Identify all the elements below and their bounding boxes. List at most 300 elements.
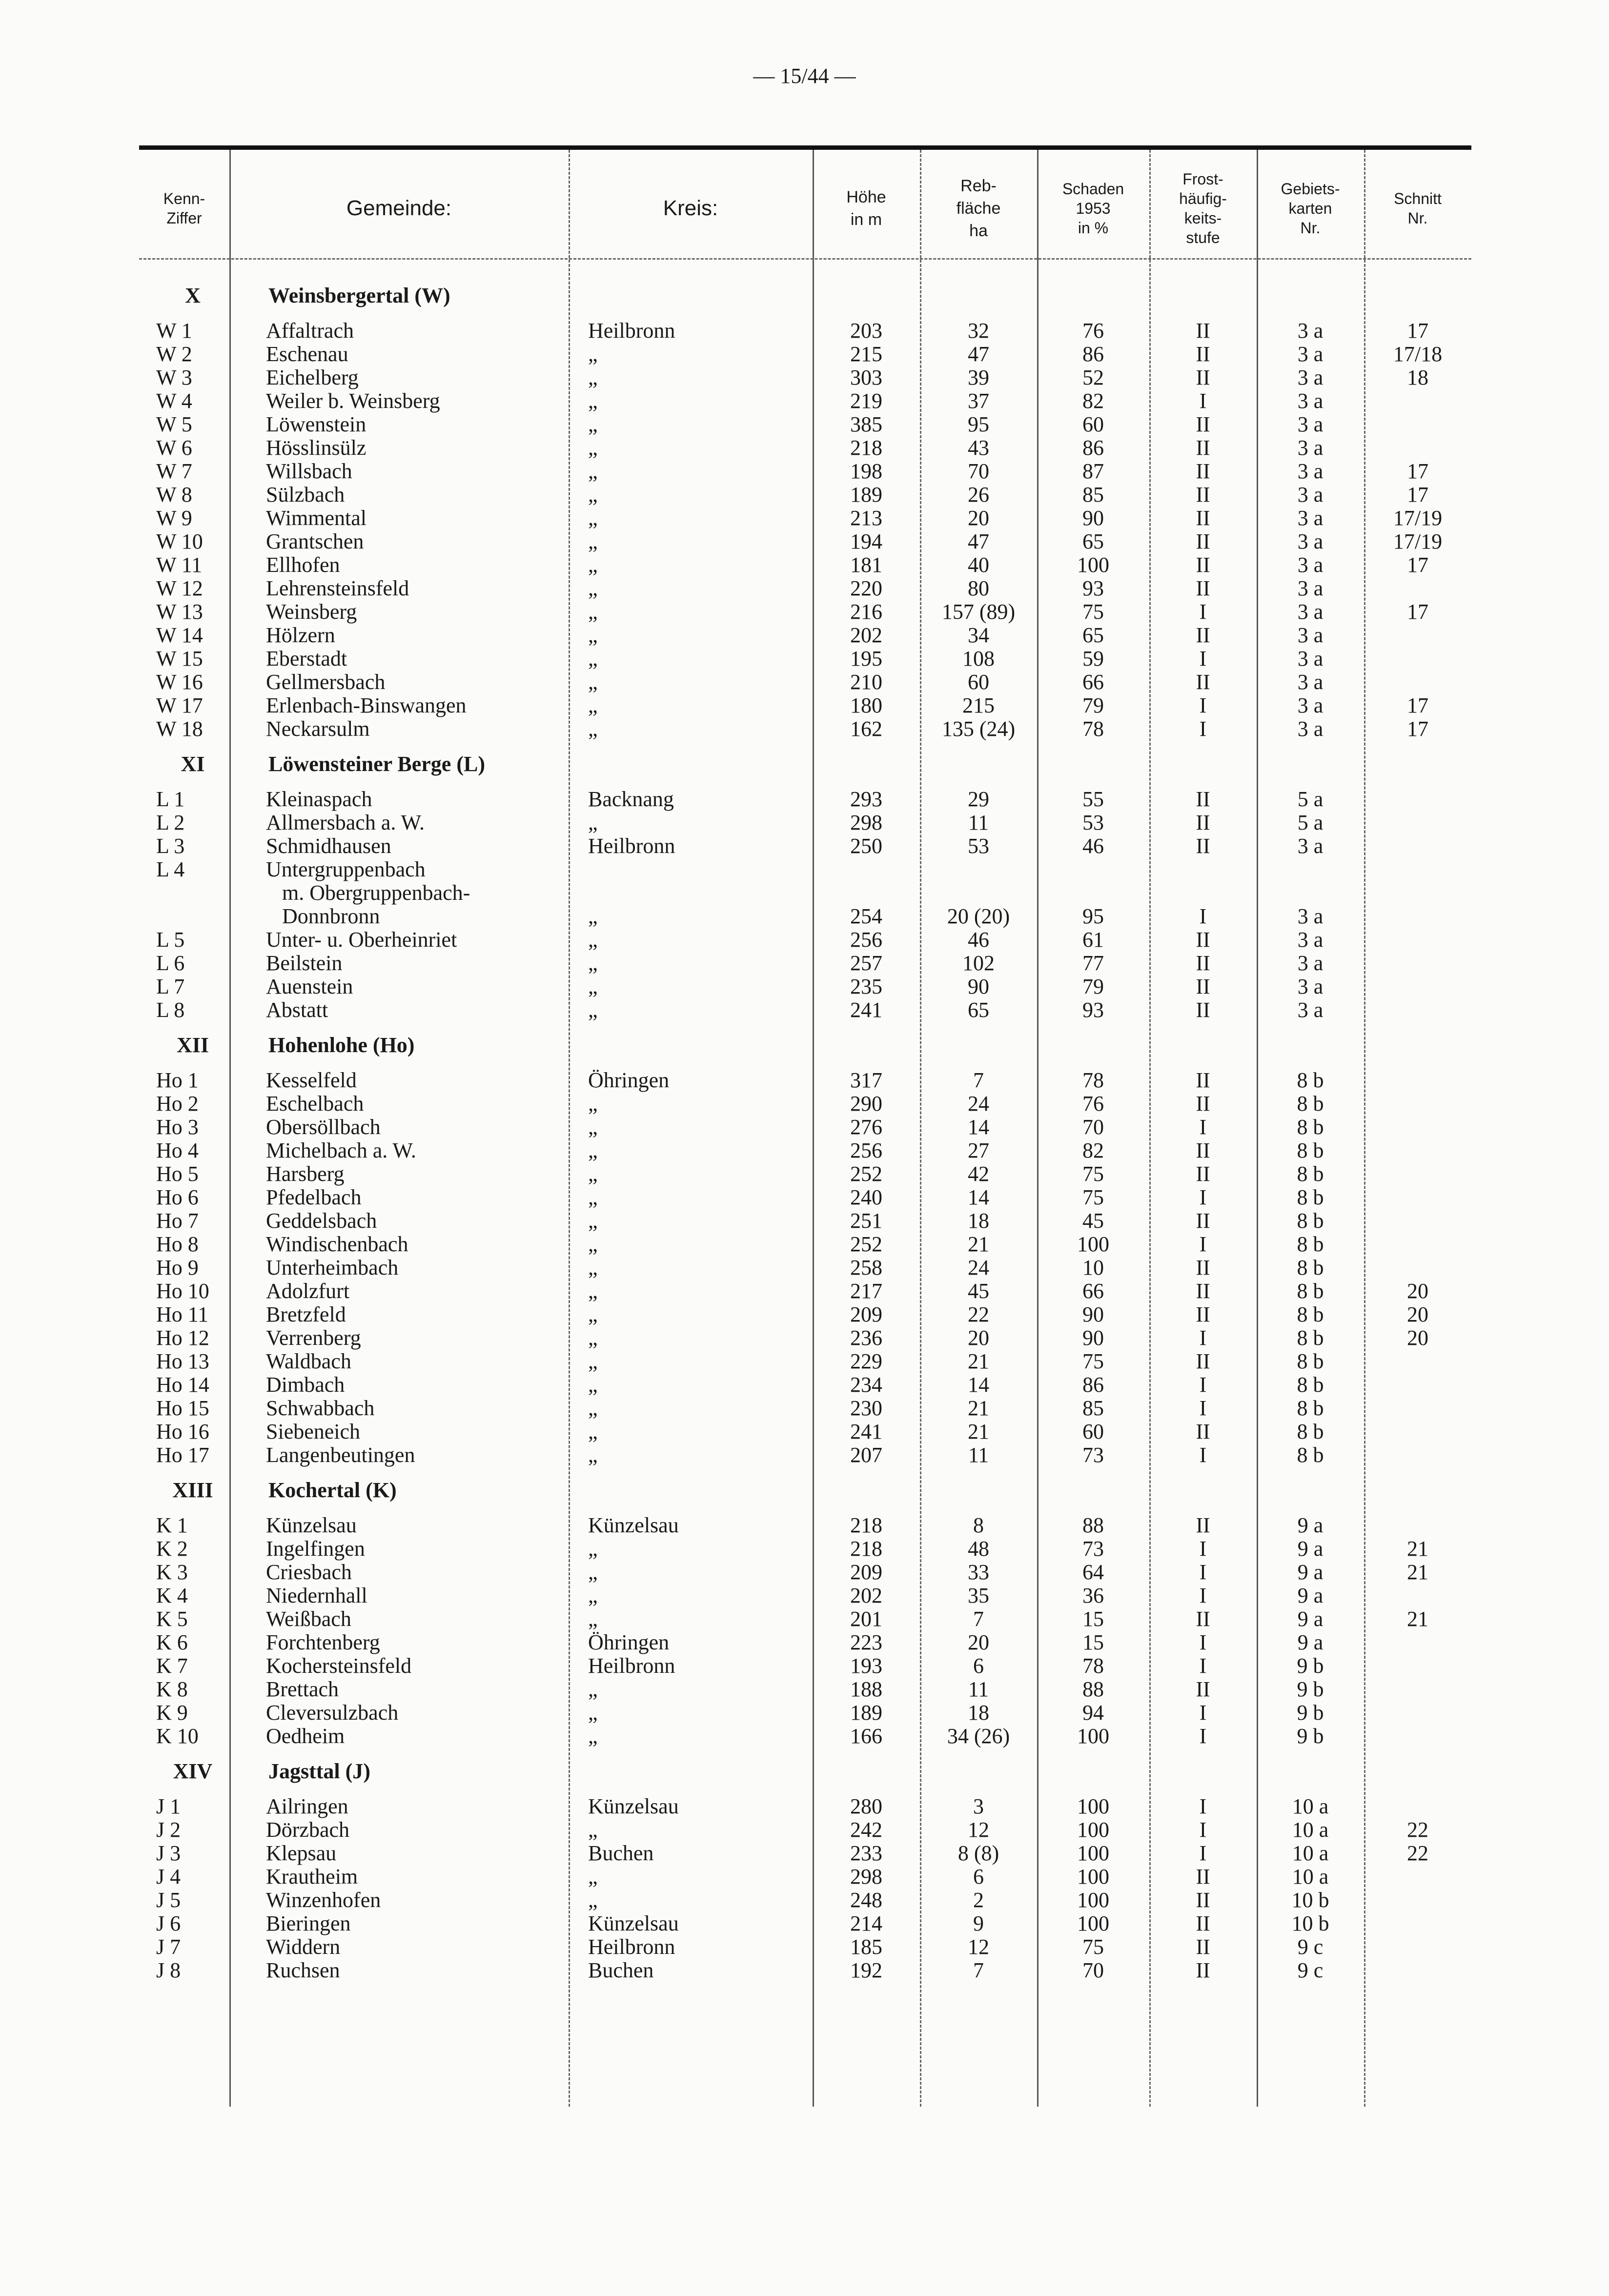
cell-code: W 5 [156, 412, 192, 436]
cell-schaden: 79 [1082, 975, 1104, 998]
cell-frost: II [1196, 1677, 1210, 1701]
cell-schnitt: 17/19 [1393, 529, 1443, 553]
cell-karte: 3 a [1297, 319, 1324, 343]
cell-frost: II [1196, 1865, 1210, 1889]
table-row [139, 1162, 1471, 1186]
table-row [139, 1514, 1471, 1537]
cell-schnitt: 21 [1407, 1560, 1428, 1584]
table-row [139, 343, 1471, 366]
cell-gemeinde: Ingelfingen [266, 1537, 365, 1561]
cell-kreis: „ [588, 998, 598, 1022]
cell-karte: 3 a [1297, 928, 1324, 952]
cell-karte: 3 a [1297, 693, 1324, 717]
table-row [139, 881, 1471, 905]
cell-frost: II [1196, 1888, 1210, 1912]
cell-hoehe: 254 [850, 904, 882, 928]
cell-karte: 3 a [1297, 483, 1324, 507]
section-header [139, 1034, 1471, 1057]
cell-hoehe: 185 [850, 1935, 882, 1959]
cell-rebflaeche: 47 [968, 529, 989, 553]
cell-rebflaeche: 8 (8) [957, 1841, 999, 1865]
table-row [139, 553, 1471, 577]
cell-kreis: „ [588, 1326, 598, 1350]
cell-schaden: 75 [1082, 1162, 1104, 1186]
cell-kreis: „ [588, 1677, 598, 1701]
cell-kreis: „ [588, 811, 598, 834]
table-row [139, 507, 1471, 530]
cell-gemeinde: Erlenbach-Binswangen [266, 693, 467, 717]
cell-schaden: 75 [1082, 600, 1104, 624]
table-row [139, 1303, 1471, 1326]
cell-frost: II [1196, 670, 1210, 694]
cell-schnitt: 17 [1407, 483, 1428, 507]
table-row [139, 1795, 1471, 1818]
cell-hoehe: 209 [850, 1560, 882, 1584]
cell-karte: 8 b [1297, 1420, 1324, 1443]
cell-schaden: 75 [1082, 1935, 1104, 1959]
cell-hoehe: 248 [850, 1888, 882, 1912]
table-row [139, 694, 1471, 717]
cell-schaden: 75 [1082, 1349, 1104, 1373]
cell-kreis: „ [588, 1373, 598, 1397]
cell-code: W 7 [156, 459, 192, 483]
cell-kreis: „ [588, 366, 598, 389]
cell-rebflaeche: 2 [973, 1888, 984, 1912]
cell-kreis: „ [588, 553, 598, 577]
cell-karte: 3 a [1297, 412, 1324, 436]
cell-frost: II [1196, 529, 1210, 553]
cell-gemeinde: Eschenau [266, 342, 348, 366]
header-hoehe: Höhe in m [846, 188, 886, 229]
table-row [139, 1818, 1471, 1842]
table-row [139, 788, 1471, 811]
cell-hoehe: 189 [850, 1701, 882, 1725]
cell-kreis: „ [588, 1560, 598, 1584]
cell-rebflaeche: 43 [968, 436, 989, 460]
cell-karte: 3 a [1297, 366, 1324, 389]
cell-hoehe: 241 [850, 1420, 882, 1443]
cell-frost: I [1199, 1443, 1207, 1467]
cell-karte: 8 b [1297, 1092, 1324, 1116]
cell-schaden: 100 [1077, 1888, 1109, 1912]
cell-kreis: „ [588, 1115, 598, 1139]
cell-schaden: 52 [1082, 366, 1104, 389]
cell-code: Ho 8 [156, 1232, 199, 1256]
cell-kreis: „ [588, 1302, 598, 1326]
cell-code: J 8 [156, 1958, 181, 1982]
table-row [139, 834, 1471, 858]
cell-schnitt: 17 [1407, 693, 1428, 717]
header-gebietskarten: Gebiets- karten Nr. [1281, 180, 1340, 237]
cell-kreis: „ [588, 483, 598, 507]
table-row [139, 905, 1471, 928]
cell-rebflaeche: 20 [968, 506, 989, 530]
cell-code: K 9 [156, 1701, 188, 1725]
cell-gemeinde: Affaltrach [266, 319, 354, 343]
cell-schnitt: 21 [1407, 1607, 1428, 1631]
cell-gemeinde: Michelbach a. W. [266, 1138, 416, 1162]
section-code: XII [176, 1033, 209, 1057]
cell-hoehe: 258 [850, 1256, 882, 1280]
cell-hoehe: 189 [850, 483, 882, 507]
cell-gemeinde: Siebeneich [266, 1420, 361, 1443]
cell-schaden: 90 [1082, 506, 1104, 530]
cell-kreis: „ [588, 600, 598, 624]
cell-rebflaeche: 48 [968, 1537, 989, 1561]
cell-code: K 1 [156, 1513, 188, 1537]
cell-code: J 5 [156, 1888, 181, 1912]
cell-karte: 8 b [1297, 1396, 1324, 1420]
cell-rebflaeche: 27 [968, 1138, 989, 1162]
cell-frost: II [1196, 1349, 1210, 1373]
cell-rebflaeche: 47 [968, 342, 989, 366]
cell-code: W 4 [156, 389, 192, 413]
header-schnitt: Schnitt Nr. [1394, 190, 1442, 227]
cell-frost: I [1199, 1232, 1207, 1256]
cell-hoehe: 214 [850, 1911, 882, 1935]
table-row [139, 1280, 1471, 1303]
cell-gemeinde: Löwenstein [266, 412, 367, 436]
table-row [139, 811, 1471, 834]
cell-frost: I [1199, 1373, 1207, 1397]
cell-frost: II [1196, 1279, 1210, 1303]
cell-karte: 9 a [1297, 1560, 1324, 1584]
cell-hoehe: 242 [850, 1818, 882, 1842]
cell-gemeinde: Obersöllbach [266, 1115, 381, 1139]
cell-hoehe: 218 [850, 436, 882, 460]
cell-karte: 9 b [1297, 1654, 1324, 1678]
cell-rebflaeche: 11 [968, 1443, 989, 1467]
cell-code: Ho 2 [156, 1092, 199, 1116]
cell-kreis: „ [588, 342, 598, 366]
cell-frost: II [1196, 1420, 1210, 1443]
cell-hoehe: 207 [850, 1443, 882, 1467]
cell-rebflaeche: 21 [968, 1232, 989, 1256]
cell-hoehe: 290 [850, 1092, 882, 1116]
cell-frost: I [1199, 1794, 1207, 1818]
cell-code: K 10 [156, 1724, 199, 1748]
cell-hoehe: 215 [850, 342, 882, 366]
cell-gemeinde: Waldbach [266, 1349, 351, 1373]
cell-rebflaeche: 53 [968, 834, 989, 858]
cell-schaden: 85 [1082, 1396, 1104, 1420]
cell-schaden: 87 [1082, 459, 1104, 483]
cell-gemeinde: Abstatt [266, 998, 328, 1022]
cell-schaden: 90 [1082, 1326, 1104, 1350]
cell-code: Ho 9 [156, 1256, 199, 1280]
section-name: Hohenlohe (Ho) [268, 1033, 415, 1057]
cell-karte: 3 a [1297, 600, 1324, 624]
page-number: — 15/44 — [753, 64, 856, 88]
cell-schnitt: 17/18 [1393, 342, 1443, 366]
cell-code: L 2 [156, 811, 185, 834]
cell-karte: 10 a [1292, 1841, 1329, 1865]
cell-frost: I [1199, 1630, 1207, 1654]
cell-frost: II [1196, 975, 1210, 998]
cell-karte: 9 c [1297, 1935, 1324, 1959]
cell-frost: II [1196, 342, 1210, 366]
cell-kreis: „ [588, 1138, 598, 1162]
cell-frost: II [1196, 928, 1210, 952]
cell-hoehe: 201 [850, 1607, 882, 1631]
cell-gemeinde: Ruchsen [266, 1958, 340, 1982]
cell-gemeinde: Bieringen [266, 1911, 351, 1935]
cell-schaden: 100 [1077, 1232, 1109, 1256]
table-row [139, 1326, 1471, 1350]
cell-rebflaeche: 80 [968, 576, 989, 600]
section-code: XIV [173, 1759, 213, 1783]
cell-hoehe: 202 [850, 623, 882, 647]
table-row [139, 413, 1471, 436]
table-row [139, 1959, 1471, 1982]
section-code: XI [181, 752, 205, 776]
cell-frost: I [1199, 1115, 1207, 1139]
cell-karte: 10 b [1291, 1911, 1329, 1935]
cell-schaden: 86 [1082, 1373, 1104, 1397]
cell-rebflaeche: 18 [968, 1209, 989, 1233]
cell-kreis: Öhringen [588, 1630, 670, 1654]
cell-gemeinde: Eberstadt [266, 647, 347, 671]
section-header [139, 1479, 1471, 1502]
cell-kreis: „ [588, 717, 598, 741]
cell-code: K 2 [156, 1537, 188, 1561]
cell-gemeinde: Niedernhall [266, 1584, 367, 1607]
cell-rebflaeche: 135 (24) [941, 717, 1016, 741]
table-row [139, 1865, 1471, 1889]
cell-karte: 3 a [1297, 529, 1324, 553]
cell-schaden: 53 [1082, 811, 1104, 834]
cell-frost: II [1196, 412, 1210, 436]
table-row [139, 1443, 1471, 1467]
table-row [139, 647, 1471, 671]
header-gemeinde: Gemeinde: [346, 196, 452, 220]
cell-karte: 3 a [1297, 389, 1324, 413]
cell-hoehe: 276 [850, 1115, 882, 1139]
table-row [139, 858, 1471, 881]
cell-karte: 8 b [1297, 1232, 1324, 1256]
table-row [139, 1233, 1471, 1256]
table-row [139, 671, 1471, 694]
cell-frost: II [1196, 459, 1210, 483]
cell-kreis: „ [588, 1888, 598, 1912]
cell-hoehe: 192 [850, 1958, 882, 1982]
table-row [139, 1631, 1471, 1654]
cell-schaden: 10 [1082, 1256, 1104, 1280]
cell-rebflaeche: 21 [968, 1396, 989, 1420]
cell-rebflaeche: 37 [968, 389, 989, 413]
cell-karte: 3 a [1297, 576, 1324, 600]
cell-rebflaeche: 14 [968, 1185, 989, 1209]
cell-schnitt: 20 [1407, 1326, 1428, 1350]
cell-schnitt: 20 [1407, 1302, 1428, 1326]
cell-kreis: „ [588, 436, 598, 460]
cell-schaden: 82 [1082, 1138, 1104, 1162]
table-row [139, 1420, 1471, 1443]
cell-schnitt: 21 [1407, 1537, 1428, 1561]
cell-rebflaeche: 22 [968, 1302, 989, 1326]
section-name: Kochertal (K) [268, 1478, 397, 1502]
cell-kreis: „ [588, 576, 598, 600]
cell-schaden: 100 [1077, 1818, 1109, 1842]
cell-frost: II [1196, 1302, 1210, 1326]
cell-schaden: 64 [1082, 1560, 1104, 1584]
cell-rebflaeche: 21 [968, 1349, 989, 1373]
cell-code: W 11 [156, 553, 203, 577]
cell-code: W 6 [156, 436, 192, 460]
table-row [139, 1654, 1471, 1678]
cell-kreis: „ [588, 1279, 598, 1303]
cell-schaden: 70 [1082, 1115, 1104, 1139]
table-row [139, 717, 1471, 741]
cell-karte: 8 b [1297, 1115, 1324, 1139]
cell-kreis: „ [588, 389, 598, 413]
cell-gemeinde: Klepsau [266, 1841, 337, 1865]
cell-hoehe: 203 [850, 319, 882, 343]
cell-kreis: „ [588, 529, 598, 553]
cell-frost: I [1199, 600, 1207, 624]
cell-frost: II [1196, 483, 1210, 507]
cell-kreis: „ [588, 1865, 598, 1889]
cell-hoehe: 223 [850, 1630, 882, 1654]
table-row [139, 1373, 1471, 1397]
cell-code: L 7 [156, 975, 185, 998]
cell-kreis: „ [588, 1396, 598, 1420]
cell-gemeinde: Unter- u. Oberheinriet [266, 928, 457, 952]
cell-hoehe: 256 [850, 1138, 882, 1162]
cell-code: J 1 [156, 1794, 181, 1818]
cell-hoehe: 188 [850, 1677, 882, 1701]
cell-gemeinde: Dimbach [266, 1373, 345, 1397]
cell-frost: II [1196, 576, 1210, 600]
cell-frost: II [1196, 1607, 1210, 1631]
cell-code: W 3 [156, 366, 192, 389]
cell-kreis: Öhringen [588, 1068, 670, 1092]
cell-gemeinde: Dörzbach [266, 1818, 350, 1842]
cell-gemeinde: Willsbach [266, 459, 352, 483]
cell-schaden: 76 [1082, 319, 1104, 343]
table-row [139, 1561, 1471, 1584]
cell-code: J 3 [156, 1841, 181, 1865]
cell-gemeinde: Cleversulzbach [266, 1701, 399, 1725]
table-row [139, 1186, 1471, 1209]
cell-schaden: 100 [1077, 1841, 1109, 1865]
cell-frost: II [1196, 319, 1210, 343]
cell-karte: 9 a [1297, 1584, 1324, 1607]
cell-gemeinde: Weinsberg [266, 600, 357, 624]
cell-frost: I [1199, 1185, 1207, 1209]
cell-karte: 3 a [1297, 904, 1324, 928]
cell-hoehe: 317 [850, 1068, 882, 1092]
cell-code: J 2 [156, 1818, 181, 1842]
cell-hoehe: 234 [850, 1373, 882, 1397]
cell-schnitt: 20 [1407, 1279, 1428, 1303]
cell-kreis: „ [588, 1185, 598, 1209]
cell-rebflaeche: 24 [968, 1256, 989, 1280]
cell-gemeinde: Unterheimbach [266, 1256, 399, 1280]
cell-karte: 8 b [1297, 1256, 1324, 1280]
cell-code: L 6 [156, 951, 185, 975]
cell-schaden: 61 [1082, 928, 1104, 952]
cell-code: L 8 [156, 998, 185, 1022]
cell-hoehe: 198 [850, 459, 882, 483]
cell-code: Ho 17 [156, 1443, 209, 1467]
cell-kreis: „ [588, 951, 598, 975]
cell-rebflaeche: 7 [973, 1958, 984, 1982]
cell-code: K 3 [156, 1560, 188, 1584]
cell-gemeinde: Geddelsbach [266, 1209, 377, 1233]
cell-rebflaeche: 20 (20) [947, 904, 1010, 928]
section-header [139, 1760, 1471, 1783]
cell-code: W 17 [156, 693, 203, 717]
cell-schnitt: 17 [1407, 600, 1428, 624]
cell-hoehe: 195 [850, 647, 882, 671]
cell-code: W 9 [156, 506, 192, 530]
cell-kreis: „ [588, 1092, 598, 1116]
cell-gemeinde: Kesselfeld [266, 1068, 357, 1092]
cell-hoehe: 298 [850, 1865, 882, 1889]
cell-hoehe: 218 [850, 1513, 882, 1537]
cell-code: W 10 [156, 529, 203, 553]
cell-gemeinde: Neckarsulm [266, 717, 370, 741]
cell-karte: 9 c [1297, 1958, 1324, 1982]
cell-code: Ho 5 [156, 1162, 199, 1186]
header-rule [139, 145, 1471, 150]
cell-rebflaeche: 3 [973, 1794, 984, 1818]
cell-hoehe: 235 [850, 975, 882, 998]
cell-schaden: 59 [1082, 647, 1104, 671]
section-code: XIII [172, 1478, 213, 1502]
table-row [139, 975, 1471, 998]
cell-kreis: Künzelsau [588, 1794, 679, 1818]
cell-gemeinde: Kochersteinsfeld [266, 1654, 412, 1678]
cell-schnitt: 17 [1407, 319, 1428, 343]
cell-rebflaeche: 12 [968, 1818, 989, 1842]
cell-kreis: „ [588, 623, 598, 647]
cell-karte: 9 b [1297, 1701, 1324, 1725]
cell-gemeinde: Ellhofen [266, 553, 340, 577]
cell-hoehe: 252 [850, 1162, 882, 1186]
cell-rebflaeche: 35 [968, 1584, 989, 1607]
cell-hoehe: 218 [850, 1537, 882, 1561]
cell-karte: 3 a [1297, 623, 1324, 647]
cell-hoehe: 280 [850, 1794, 882, 1818]
cell-frost: II [1196, 951, 1210, 975]
cell-rebflaeche: 29 [968, 787, 989, 811]
cell-kreis: „ [588, 975, 598, 998]
cell-schaden: 70 [1082, 1958, 1104, 1982]
cell-karte: 5 a [1297, 811, 1324, 834]
cell-hoehe: 240 [850, 1185, 882, 1209]
cell-gemeinde: Donnbronn [266, 904, 380, 928]
cell-frost: I [1199, 1818, 1207, 1842]
table-row [139, 1116, 1471, 1139]
cell-schaden: 36 [1082, 1584, 1104, 1607]
section-header [139, 752, 1471, 776]
cell-kreis: Heilbronn [588, 319, 675, 343]
table-row [139, 1935, 1471, 1959]
cell-schaden: 78 [1082, 717, 1104, 741]
cell-code: Ho 13 [156, 1349, 209, 1373]
cell-gemeinde: Ailringen [266, 1794, 348, 1818]
cell-gemeinde: Hösslinsülz [266, 436, 367, 460]
cell-schaden: 85 [1082, 483, 1104, 507]
section-name: Löwensteiner Berge (L) [268, 752, 485, 776]
cell-frost: I [1199, 717, 1207, 741]
cell-schaden: 100 [1077, 1865, 1109, 1889]
cell-schnitt: 22 [1407, 1841, 1428, 1865]
cell-rebflaeche: 46 [968, 928, 989, 952]
cell-karte: 3 a [1297, 647, 1324, 671]
